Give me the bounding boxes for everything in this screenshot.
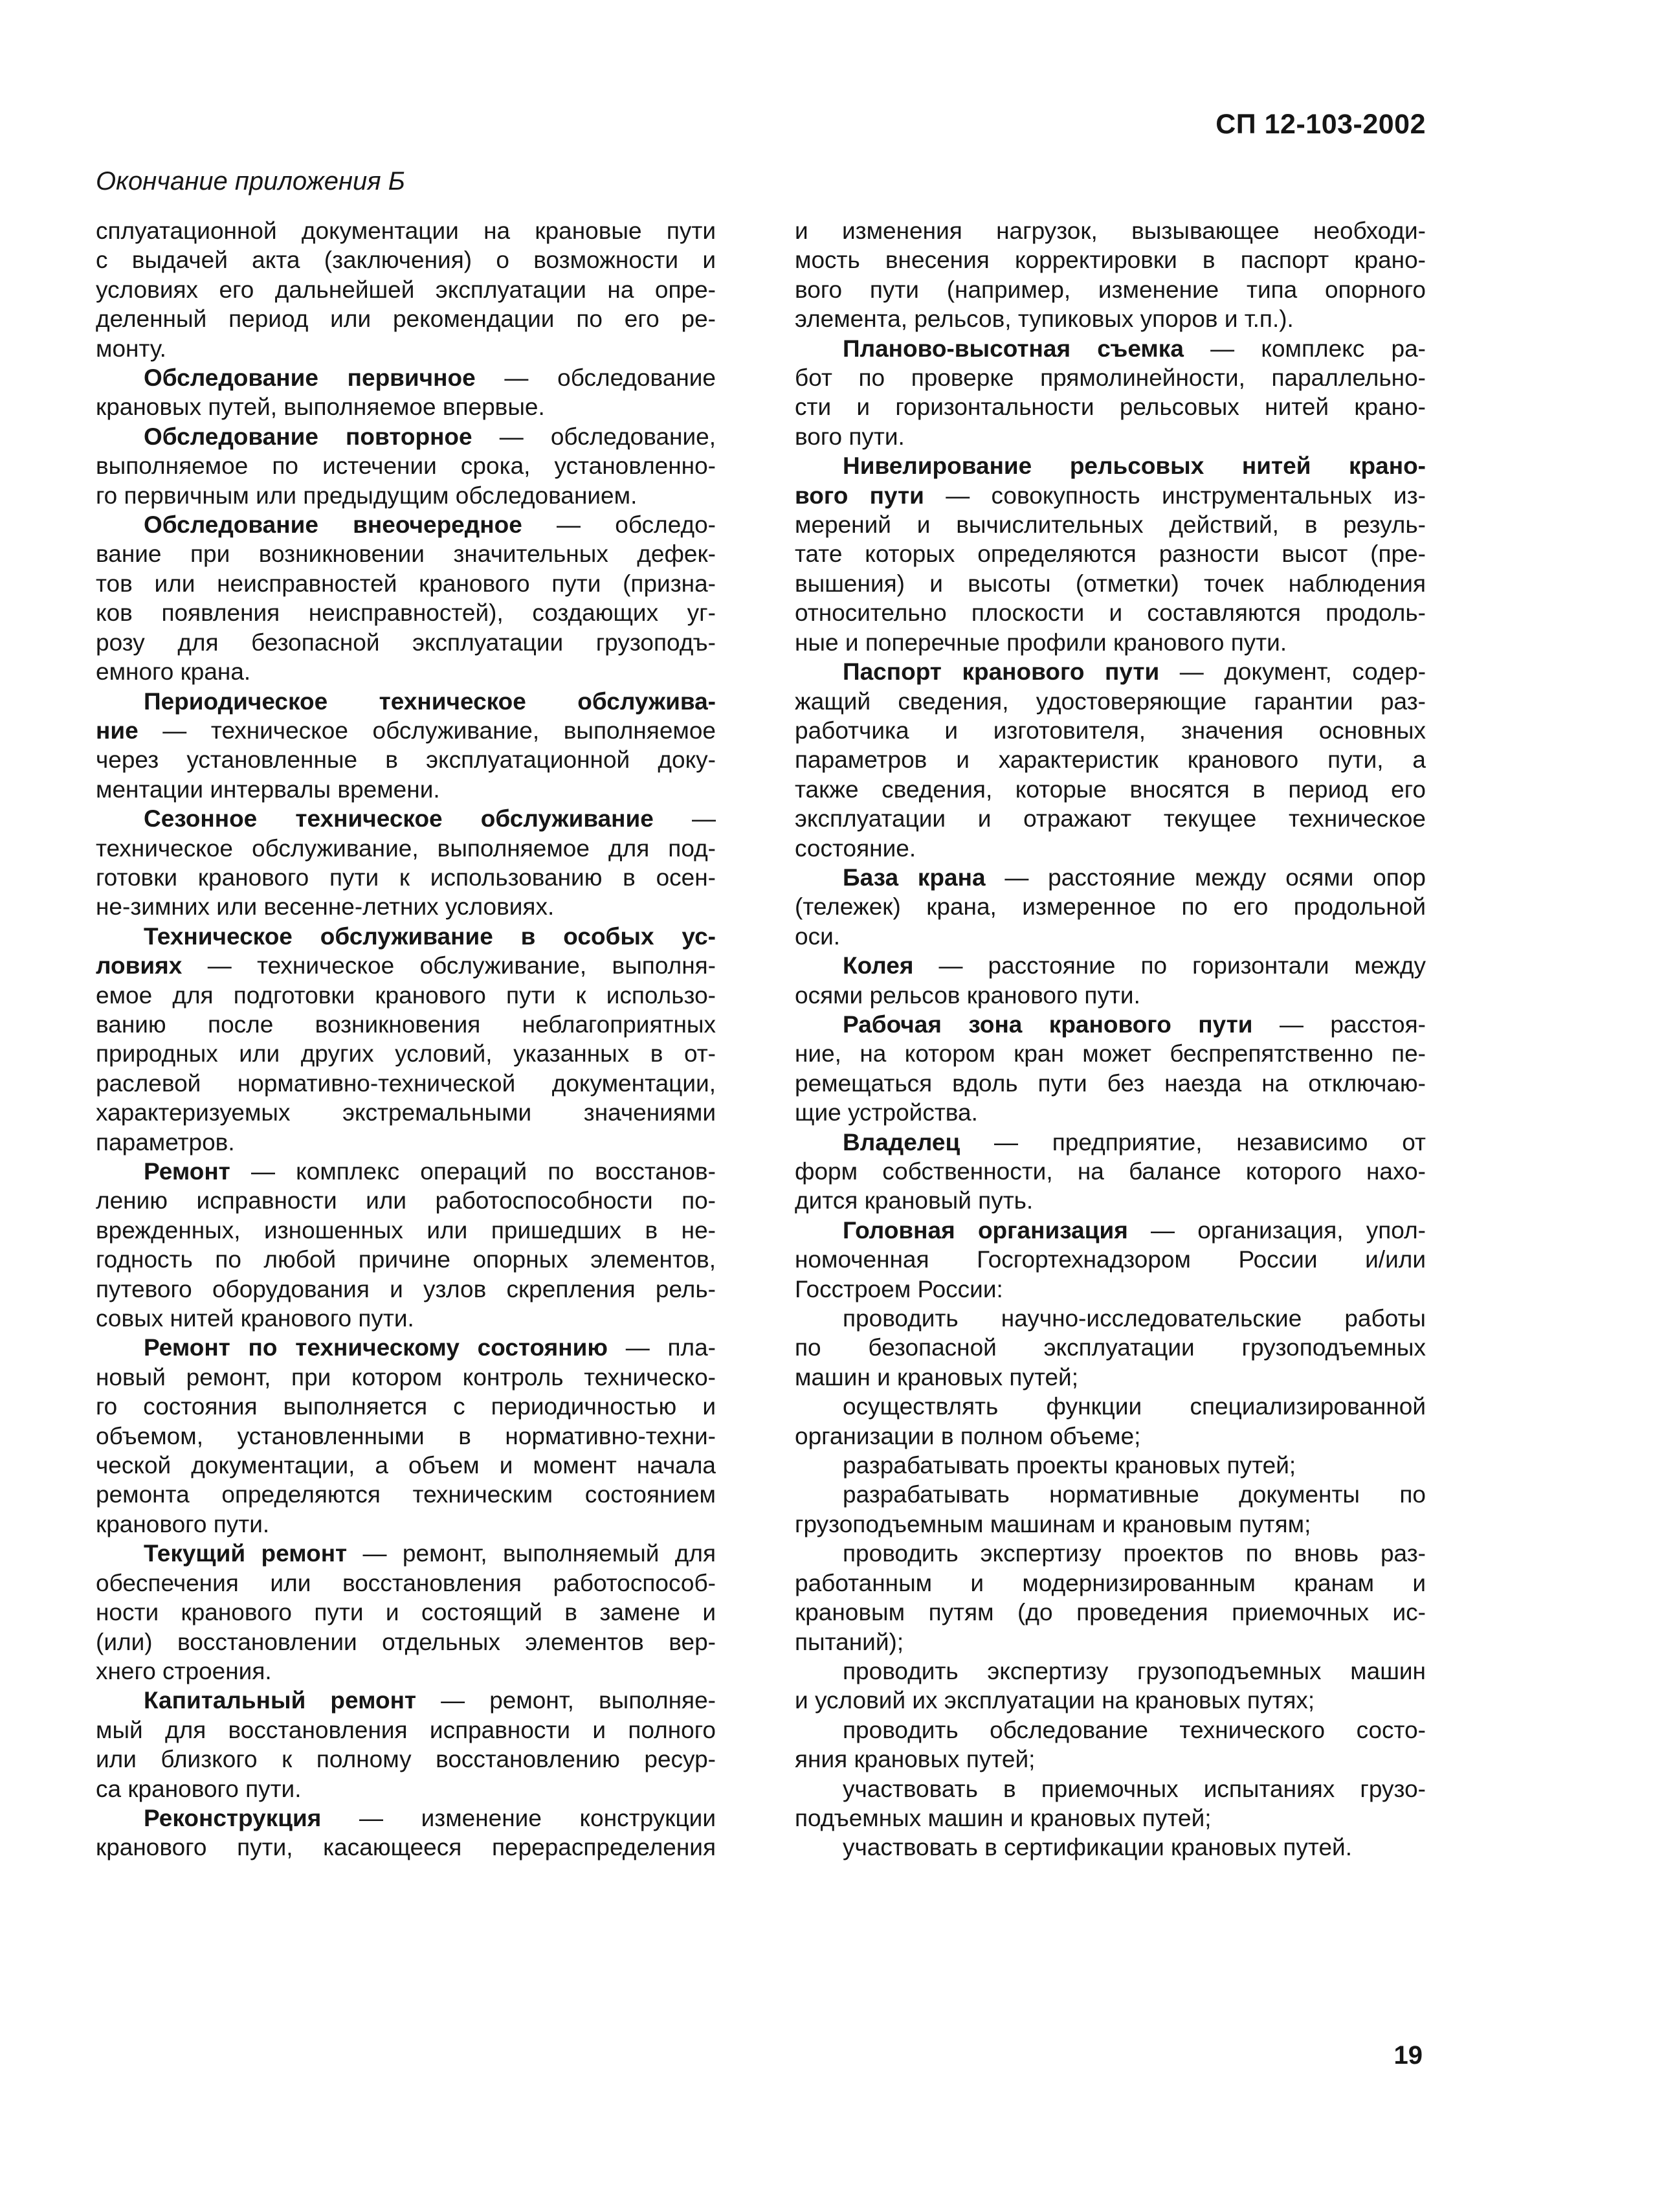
text-line: Владелец — предприятие, независимо от <box>843 1128 1426 1156</box>
text-line <box>795 451 1426 480</box>
text-line: бот по проверке прямолинейности, параллельно- <box>795 364 1426 392</box>
text-line: ванию после возникновения неблагоприятных <box>96 1011 716 1038</box>
term-heading: Техническое обслуживание в особых ус- <box>144 922 716 950</box>
text-line: жащий сведения, удостоверяющие гарантии раз- <box>795 687 1426 715</box>
text-line: Планово-высотная съемка — комплекс ра- <box>843 335 1426 362</box>
text-line: Текущий ремонт — ремонт, выполняемый для <box>144 1540 716 1567</box>
text-line: эксплуатации и отражают текущее техническое <box>795 805 1426 832</box>
text-line: совых нитей кранового пути. <box>96 1305 414 1332</box>
text-line: емного крана. <box>96 658 251 686</box>
term-heading: Ремонт <box>144 1158 230 1185</box>
term-heading: Реконструкция <box>144 1804 322 1831</box>
text-line: крановым путям (до проведения приемочных ис- <box>795 1599 1426 1626</box>
text-line: готовки кранового пути к использованию в осен- <box>96 864 716 891</box>
text-line: проводить обследование технического состо- <box>843 1716 1426 1743</box>
text-line: характеризуемых экстремальными значениями <box>96 1099 716 1126</box>
text-line: ности кранового пути и состоящий в замене и <box>96 1599 716 1626</box>
term-heading: вого пути <box>795 482 924 509</box>
text-line: вого пути — совокупность инструментальных из- <box>795 482 1426 509</box>
text-line: ческой документации, а объем и момент начала <box>96 1452 716 1479</box>
text-line: с выдачей акта (заключения) о возможности и <box>96 247 716 274</box>
text-line: разрабатывать проекты крановых путей; <box>843 1452 1296 1479</box>
text-line: выполняемое по истечении срока, установленно- <box>96 452 716 480</box>
term-heading: Паспорт кранового пути <box>843 658 1160 686</box>
text-line: объемом, установленными в нормативно-техни- <box>96 1422 716 1449</box>
text-line: проводить научно-исследовательские работы <box>843 1305 1426 1332</box>
text-line: и изменения нагрузок, вызывающее необходи- <box>795 218 1426 244</box>
text-line: Обследование внеочередное — обследо- <box>144 511 716 539</box>
text-line: розу для безопасной эксплуатации грузоподъ- <box>96 629 716 656</box>
text-line: вого пути. <box>795 423 905 450</box>
text-line: (или) восстановлении отдельных элементов вер- <box>96 1628 716 1655</box>
text-line <box>96 922 716 951</box>
text-line: вого пути (например, изменение типа опорного <box>795 276 1426 303</box>
text-line: раслевой нормативно-технической документации, <box>96 1069 716 1097</box>
text-line: База крана — расстояние между осями опор <box>843 864 1426 891</box>
text-line: ремещаться вдоль пути без наезда на отключаю- <box>795 1069 1426 1097</box>
document-code-header: СП 12-103-2002 <box>1215 109 1426 140</box>
text-line: участвовать в приемочных испытаниях грузо- <box>843 1775 1426 1802</box>
text-line: лению исправности или работоспособности по- <box>96 1187 716 1214</box>
text-line: не-зимних или весенне-летних условиях. <box>96 893 555 921</box>
text-line: годность по любой причине опорных элементов, <box>96 1246 716 1273</box>
text-line: Рабочая зона кранового пути — расстоя- <box>843 1011 1426 1038</box>
text-line: Капитальный ремонт — ремонт, выполняе- <box>144 1687 716 1714</box>
text-line: номоченная Госгортехнадзором России и/или <box>795 1246 1426 1273</box>
text-line: Головная организация — организация, упол- <box>843 1216 1426 1244</box>
text-line: проводить экспертизу проектов по вновь раз- <box>843 1540 1426 1567</box>
text-line: кранового пути. <box>96 1510 270 1537</box>
text-line: хнего строения. <box>96 1657 272 1684</box>
text-line: путевого оборудования и узлов скрепления рель- <box>96 1275 716 1302</box>
term-heading: Капитальный ремонт <box>144 1687 417 1714</box>
text-line: разрабатывать нормативные документы по <box>843 1481 1426 1508</box>
text-line: ловиях — техническое обслуживание, выполня- <box>96 952 716 979</box>
text-line: природных или других условий, указанных в от- <box>96 1040 716 1067</box>
text-line: Ремонт по техническому состоянию — пла- <box>144 1334 716 1361</box>
text-line: емое для подготовки кранового пути к использо- <box>96 981 716 1009</box>
term-heading: ловиях <box>96 952 183 979</box>
text-line: Колея — расстояние по горизонтали между <box>843 952 1426 979</box>
text-line: также сведения, которые вносятся в период его <box>795 776 1426 803</box>
term-heading: Обследование внеочередное <box>144 511 522 539</box>
text-line: сплуатационной документации на крановые пути <box>96 218 716 244</box>
text-line: (тележек) крана, измеренное по его продольной <box>795 893 1426 921</box>
text-line: или близкого к полному восстановлению ресур- <box>96 1746 716 1773</box>
text-line <box>96 687 716 716</box>
text-line: вание при возникновении значительных дефек- <box>96 541 716 568</box>
term-heading: Ремонт по техническому состоянию <box>144 1334 608 1361</box>
text-line: форм собственности, на балансе которого нахо- <box>795 1158 1426 1185</box>
term-heading: Колея <box>843 952 914 979</box>
term-heading: База крана <box>843 864 986 891</box>
term-heading: Сезонное техническое обслуживание <box>144 805 654 832</box>
text-line: Ремонт — комплекс операций по восстанов- <box>144 1158 716 1185</box>
text-line: сти и горизонтальности рельсовых нитей крано- <box>795 394 1426 421</box>
text-line: параметров. <box>96 1128 235 1156</box>
term-heading: Обследование повторное <box>144 423 472 450</box>
text-line: ние — техническое обслуживание, выполняемое <box>96 717 716 744</box>
page-number: 19 <box>1393 2041 1423 2070</box>
text-line: оси. <box>795 922 841 950</box>
text-line: относительно плоскости и составляются продоль- <box>795 599 1426 627</box>
text-line: го состояния выполняется с периодичностью и <box>96 1393 716 1420</box>
term-heading: Головная организация <box>843 1216 1128 1244</box>
text-line: подъемных машин и крановых путей; <box>795 1804 1212 1831</box>
text-line: ментации интервалы времени. <box>96 776 440 803</box>
right-column <box>795 216 1426 1862</box>
term-heading: Обследование первичное <box>144 364 476 392</box>
text-line: Паспорт кранового пути — документ, содер- <box>843 658 1426 686</box>
text-line: проводить экспертизу грузоподъемных машин <box>843 1657 1426 1684</box>
text-line: организации в полном объеме; <box>795 1422 1141 1449</box>
text-line: крановых путей, выполняемое впервые. <box>96 394 545 421</box>
text-line: монту. <box>96 335 166 362</box>
text-line: Обследование повторное — обследование, <box>144 423 716 450</box>
text-line: тате которых определяются разности высот (пре- <box>795 541 1426 568</box>
text-line: условиях его дальнейшей эксплуатации на опре- <box>96 276 716 303</box>
text-line: тов или неисправностей кранового пути (призна- <box>96 570 716 597</box>
text-line: и условий их эксплуатации на крановых путях; <box>795 1687 1315 1714</box>
left-column <box>96 216 716 1862</box>
text-line: работанным и модернизированным кранам и <box>795 1569 1426 1596</box>
term-heading: Владелец <box>843 1128 960 1156</box>
text-line: Сезонное техническое обслуживание — <box>144 805 716 832</box>
term-heading: Планово-высотная съемка <box>843 335 1184 362</box>
text-line: участвовать в сертификации крановых путей. <box>843 1834 1352 1861</box>
text-line: щие устройства. <box>795 1099 978 1126</box>
text-line: Обследование первичное — обследование <box>144 364 716 392</box>
text-line: через установленные в эксплуатационной доку- <box>96 746 716 774</box>
text-line: мерений и вычислительных действий, в резуль- <box>795 511 1426 539</box>
text-line: са кранового пути. <box>96 1775 302 1802</box>
term-heading: Нивелирование рельсовых нитей крано- <box>843 452 1426 480</box>
text-line: техническое обслуживание, выполняемое для под- <box>96 834 716 862</box>
text-line: машин и крановых путей; <box>795 1363 1079 1391</box>
text-line: грузоподъемным машинам и крановым путям; <box>795 1510 1311 1537</box>
text-line: мость внесения корректировки в паспорт крано- <box>795 247 1426 274</box>
text-line: врежденных, изношенных или пришедших в не- <box>96 1216 716 1244</box>
term-heading: Текущий ремонт <box>144 1540 348 1567</box>
text-line: осями рельсов кранового пути. <box>795 981 1140 1009</box>
text-line: яния крановых путей; <box>795 1746 1036 1773</box>
term-heading: Периодическое техническое обслужива- <box>144 687 716 715</box>
text-line: ные и поперечные профили кранового пути. <box>795 629 1287 656</box>
text-line: состояние. <box>795 834 916 862</box>
text-line: мый для восстановления исправности и полного <box>96 1716 716 1743</box>
text-line: элемента, рельсов, тупиковых упоров и т.п.). <box>795 306 1294 333</box>
text-line: кранового пути, касающееся перераспределения <box>96 1834 716 1861</box>
text-line: новый ремонт, при котором контроль техническо- <box>96 1363 716 1391</box>
text-line: вышения) и высоты (отметки) точек наблюдения <box>795 570 1426 597</box>
text-line: деленный период или рекомендации по его ре- <box>96 306 716 333</box>
text-line: пытаний); <box>795 1628 904 1655</box>
text-line: обеспечения или восстановления работоспособ- <box>96 1569 716 1596</box>
text-line: ние, на котором кран может беспрепятственно пе- <box>795 1040 1426 1067</box>
text-line: ремонта определяются техническим состоянием <box>96 1481 716 1508</box>
text-line: го первичным или предыдущим обследованием. <box>96 482 638 509</box>
text-line: Реконструкция — изменение конструкции <box>144 1804 716 1831</box>
text-line: Госстроем России: <box>795 1275 1003 1302</box>
text-line: параметров и характеристик кранового пути, а <box>795 746 1426 774</box>
term-heading: Рабочая зона кранового пути <box>843 1011 1253 1038</box>
term-heading: ние <box>96 717 139 744</box>
text-line: ков появления неисправностей), создающих уг- <box>96 599 716 627</box>
text-line: работчика и изготовителя, значения основных <box>795 717 1426 744</box>
text-line: дится крановый путь. <box>795 1187 1034 1214</box>
text-line: осуществлять функции специализированной <box>843 1393 1426 1420</box>
text-line: по безопасной эксплуатации грузоподъемных <box>795 1334 1426 1361</box>
appendix-continuation-title: Окончание приложения Б <box>96 167 405 196</box>
